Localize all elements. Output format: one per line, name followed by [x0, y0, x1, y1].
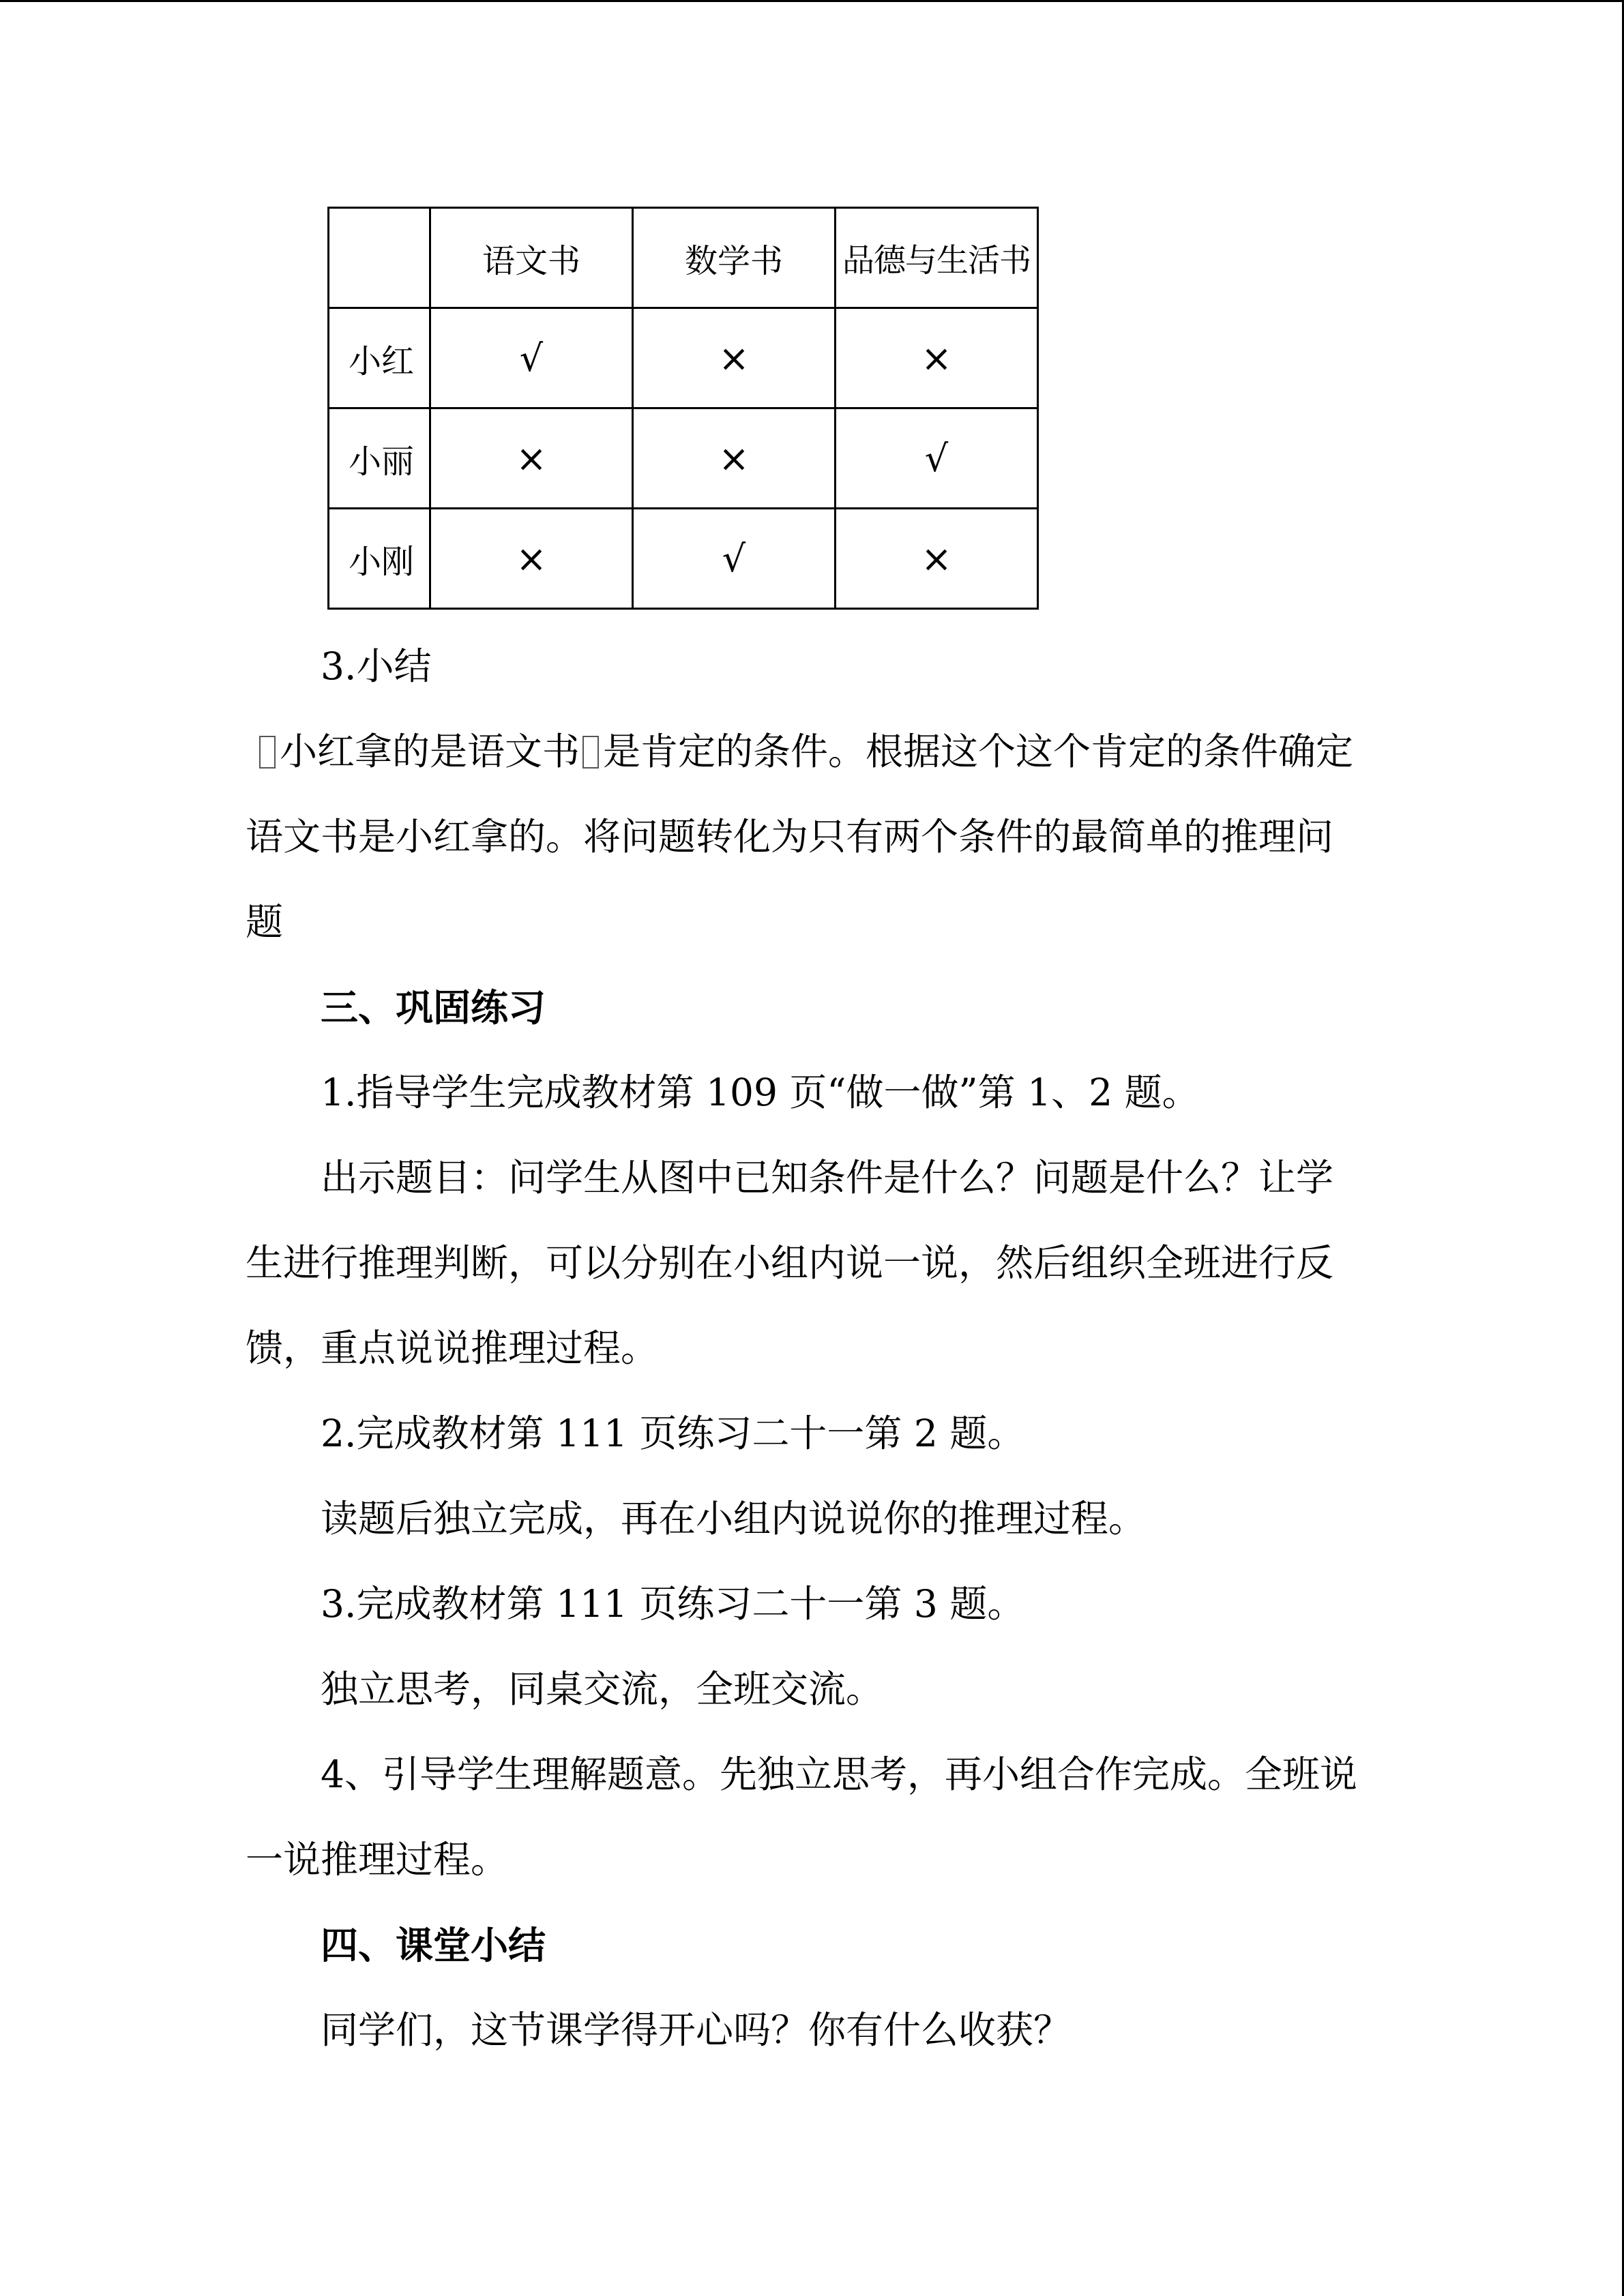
- page-top-border: [0, 0, 1624, 2]
- mark-cell: [430, 509, 633, 609]
- check-mark: √: [519, 336, 544, 380]
- practice-item-4-line-1: 4、引导学生理解题意。先独立思考，再小组合作完成。全班说: [321, 1753, 1357, 1796]
- table-row: [329, 509, 1038, 609]
- practice-item-3: 3.完成教材第 111 页练习二十一第 3 题。: [321, 1582, 1025, 1626]
- cross-mark: ×: [516, 436, 547, 480]
- practice-item-4-line-2: 一说推理过程。: [246, 1838, 509, 1881]
- table-corner-cell: [329, 208, 430, 308]
- row-name-cell: 小刚: [329, 509, 430, 609]
- practice-item-3-detail: 独立思考，同桌交流，全班交流。: [321, 1667, 884, 1711]
- row-name-cell: 小红: [329, 308, 430, 408]
- mark-cell: [633, 509, 836, 609]
- cross-mark: ×: [718, 436, 750, 480]
- summary-line-1: [259, 709, 1624, 794]
- class-summary-heading: 四、课堂小结: [321, 1923, 546, 1967]
- cross-mark: ×: [921, 336, 952, 380]
- class-summary-text: 同学们，这节课学得开心吗？你有什么收获？: [321, 2008, 1072, 2052]
- practice-item-1-detail-line-2: 生进行推理判断，可以分别在小组内说一说，然后组织全班进行反: [246, 1241, 1334, 1285]
- table-row: [329, 308, 1038, 408]
- mark-cell: [633, 308, 836, 408]
- table-header-row: [329, 208, 1038, 308]
- header-chinese-book: 语文书: [430, 208, 633, 308]
- practice-item-1: 1.指导学生完成教材第 109 页“做一做”第 1、2 题。: [321, 1071, 1200, 1114]
- practice-item-1-detail-line-1: 出示题目：问学生从图中已知条件是什么？问题是什么？让学: [321, 1156, 1334, 1199]
- row-name-cell: 小丽: [329, 408, 430, 509]
- table-row: [329, 408, 1038, 509]
- cross-mark: ×: [718, 336, 750, 380]
- practice-heading: 三、巩固练习: [321, 985, 546, 1030]
- cross-mark: ×: [516, 537, 547, 580]
- practice-item-2-detail: 读题后独立完成，再在小组内说说你的推理过程。: [321, 1497, 1147, 1540]
- mark-cell: [836, 509, 1038, 609]
- missing-glyph-box-icon: [582, 736, 599, 769]
- summary-line-3: 题: [246, 900, 284, 944]
- mark-cell: [633, 408, 836, 509]
- header-math-book: 数学书: [633, 208, 836, 308]
- book-assignment-table: [327, 207, 1039, 610]
- summary-heading: 3.小结: [321, 644, 432, 688]
- mark-cell: [430, 308, 633, 408]
- missing-glyph-box-icon: [259, 736, 276, 769]
- mark-cell: [430, 408, 633, 509]
- cross-mark: ×: [921, 537, 952, 580]
- mark-cell: [836, 308, 1038, 408]
- check-mark: √: [924, 436, 949, 480]
- summary-line-2: 语文书是小红拿的。将问题转化为只有两个条件的最简单的推理问: [246, 815, 1334, 859]
- practice-item-2: 2.完成教材第 111 页练习二十一第 2 题。: [321, 1412, 1025, 1455]
- summary-line-1-part-a: 小红拿的是语文书: [280, 730, 580, 773]
- header-morality-book: 品德与生活书: [836, 208, 1038, 308]
- mark-cell: [836, 408, 1038, 509]
- practice-item-1-detail-line-3: 馈，重点说说推理过程。: [246, 1326, 659, 1370]
- summary-line-1-part-b: 是肯定的条件。根据这个这个肯定的条件确定: [603, 730, 1354, 773]
- check-mark: √: [722, 537, 746, 580]
